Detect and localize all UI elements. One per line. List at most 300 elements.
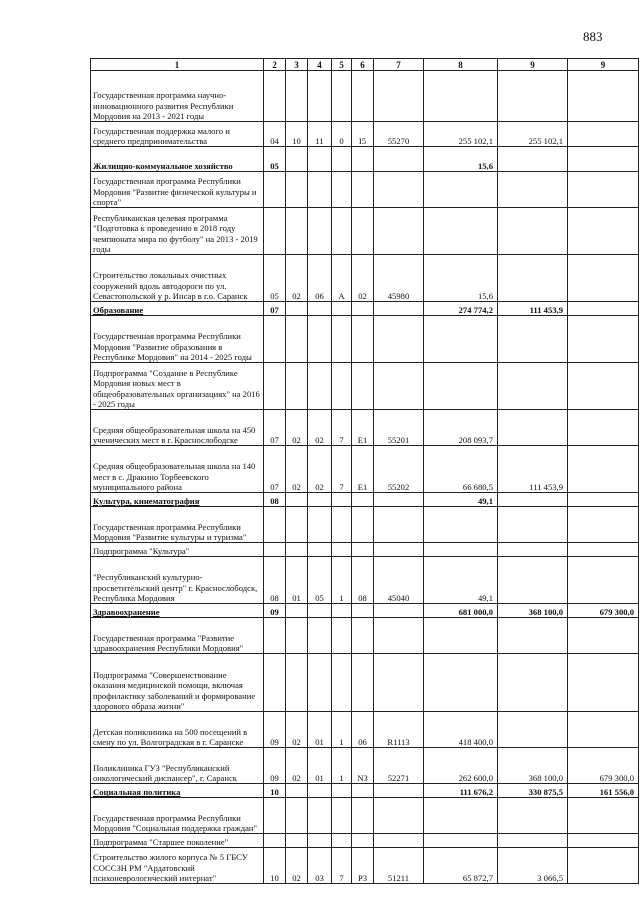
row-value-cell	[332, 493, 352, 507]
row-value-cell	[264, 363, 286, 410]
row-value-cell: E1	[352, 446, 374, 493]
row-name-cell	[91, 122, 264, 147]
table-row	[91, 654, 639, 712]
table-row	[91, 363, 639, 410]
row-value-cell	[568, 712, 639, 748]
row-value-cell	[286, 147, 308, 172]
row-value-cell	[498, 255, 568, 302]
row-value-cell: 09	[264, 712, 286, 748]
row-name-cell	[91, 848, 264, 884]
row-value-cell: 01	[308, 748, 332, 784]
row-value-cell	[352, 147, 374, 172]
row-value-cell	[498, 654, 568, 712]
row-value-cell: 3 066,5	[498, 848, 568, 884]
row-value-cell	[286, 604, 308, 618]
row-value-cell	[264, 507, 286, 543]
row-value-cell	[308, 798, 332, 834]
row-value-cell: 05	[308, 557, 332, 604]
row-value-cell	[352, 784, 374, 798]
row-value-cell	[374, 302, 424, 316]
row-value-cell: 368 100,0	[498, 748, 568, 784]
row-value-cell: 65 872,7	[424, 848, 498, 884]
row-value-cell: 15,6	[424, 147, 498, 172]
row-value-cell	[568, 363, 639, 410]
row-value-cell: 0	[332, 122, 352, 147]
row-value-cell	[308, 784, 332, 798]
row-value-cell	[264, 834, 286, 848]
row-value-cell	[264, 543, 286, 557]
row-value-cell	[568, 798, 639, 834]
row-value-cell	[498, 493, 568, 507]
row-name-text: Жилищно-коммунальное хозяйство	[93, 161, 233, 171]
row-value-cell	[286, 363, 308, 410]
row-value-cell	[498, 410, 568, 446]
row-name-cell	[91, 798, 264, 834]
table-row	[91, 604, 639, 618]
row-value-cell: 08	[264, 493, 286, 507]
table-row	[91, 122, 639, 147]
row-value-cell: 02	[286, 712, 308, 748]
row-value-cell	[286, 798, 308, 834]
row-name-cell	[91, 507, 264, 543]
row-value-cell	[374, 363, 424, 410]
row-name-text: Подпрограмма "Культура"	[93, 546, 190, 556]
row-name-cell	[91, 446, 264, 493]
row-name-text: Образование	[93, 305, 144, 315]
row-value-cell	[286, 834, 308, 848]
row-value-cell	[424, 208, 498, 255]
row-value-cell: 06	[308, 255, 332, 302]
row-value-cell	[424, 507, 498, 543]
row-value-cell	[332, 784, 352, 798]
row-value-cell	[424, 654, 498, 712]
row-value-cell: 02	[308, 446, 332, 493]
row-value-cell: 274 774,2	[424, 302, 498, 316]
row-value-cell: 681 000,0	[424, 604, 498, 618]
row-value-cell	[374, 834, 424, 848]
row-name-cell	[91, 784, 264, 798]
row-value-cell: 111 453,9	[498, 446, 568, 493]
row-name-text: Государственная поддержка малого и среднего предпринимательства	[93, 125, 230, 146]
row-value-cell: 55202	[374, 446, 424, 493]
row-value-cell: 161 556,0	[568, 784, 639, 798]
row-value-cell	[264, 208, 286, 255]
row-value-cell	[498, 618, 568, 654]
row-value-cell	[352, 172, 374, 208]
row-name-text: Здравоохранение	[93, 607, 160, 617]
table-row	[91, 618, 639, 654]
table-row	[91, 316, 639, 363]
row-value-cell: 45040	[374, 557, 424, 604]
table-row	[91, 507, 639, 543]
row-value-cell: 679 300,0	[568, 748, 639, 784]
row-value-cell: 255 102,1	[498, 122, 568, 147]
row-value-cell	[568, 410, 639, 446]
row-value-cell	[264, 316, 286, 363]
row-value-cell	[568, 834, 639, 848]
row-value-cell: 111 453,9	[498, 302, 568, 316]
table-row	[91, 557, 639, 604]
row-value-cell	[332, 618, 352, 654]
row-value-cell	[308, 172, 332, 208]
header-cell: 2	[264, 59, 286, 71]
row-value-cell	[498, 208, 568, 255]
header-cell: 9	[568, 59, 639, 71]
row-value-cell: 49,1	[424, 493, 498, 507]
header-cell: 7	[374, 59, 424, 71]
row-value-cell	[424, 71, 498, 122]
row-value-cell: 51211	[374, 848, 424, 884]
row-value-cell	[352, 618, 374, 654]
row-value-cell: А	[332, 255, 352, 302]
table-row	[91, 848, 639, 884]
row-value-cell: 02	[308, 410, 332, 446]
row-value-cell: 02	[286, 748, 308, 784]
row-name-text: Поликлиника ГУЗ "Республиканский онкологический диспансер", г. Саранск	[93, 762, 237, 783]
row-value-cell	[308, 654, 332, 712]
row-value-cell	[498, 147, 568, 172]
row-value-cell	[568, 507, 639, 543]
header-cell: 4	[308, 59, 332, 71]
row-value-cell	[352, 71, 374, 122]
row-value-cell	[352, 654, 374, 712]
page-number: 883	[583, 29, 603, 44]
row-value-cell	[374, 654, 424, 712]
row-value-cell	[286, 784, 308, 798]
row-value-cell: 52271	[374, 748, 424, 784]
row-value-cell	[308, 493, 332, 507]
row-value-cell	[568, 618, 639, 654]
row-value-cell	[352, 507, 374, 543]
row-name-text: Подпрограмма "Создание в Республике Мордовия новых мест в общеобразовательных организациях" на 2016 - 2025 годы	[93, 367, 260, 409]
row-value-cell: N3	[352, 748, 374, 784]
row-value-cell	[374, 507, 424, 543]
table-row	[91, 798, 639, 834]
row-value-cell	[264, 654, 286, 712]
table-row	[91, 543, 639, 557]
row-value-cell	[286, 507, 308, 543]
row-name-cell	[91, 618, 264, 654]
row-value-cell	[332, 654, 352, 712]
row-value-cell	[308, 302, 332, 316]
table-row	[91, 410, 639, 446]
row-value-cell	[568, 316, 639, 363]
row-value-cell	[568, 208, 639, 255]
row-value-cell	[308, 507, 332, 543]
row-value-cell: 255 102,1	[424, 122, 498, 147]
row-value-cell: 330 875,5	[498, 784, 568, 798]
row-value-cell	[374, 208, 424, 255]
row-value-cell	[308, 316, 332, 363]
row-name-text: Подпрограмма "Старшее поколение"	[93, 837, 229, 847]
header-cell: 1	[91, 59, 264, 71]
row-name-cell	[91, 543, 264, 557]
row-name-text: Детская поликлиника на 500 посещений в смену по ул. Волгоградская в г. Саранске	[93, 726, 248, 747]
row-value-cell	[286, 316, 308, 363]
row-value-cell	[374, 618, 424, 654]
row-value-cell: 07	[264, 410, 286, 446]
row-name-cell	[91, 208, 264, 255]
row-value-cell	[568, 848, 639, 884]
row-value-cell	[498, 507, 568, 543]
row-value-cell: 7	[332, 446, 352, 493]
row-value-cell	[286, 618, 308, 654]
row-value-cell	[332, 316, 352, 363]
row-value-cell	[568, 557, 639, 604]
row-value-cell	[264, 172, 286, 208]
row-name-cell	[91, 604, 264, 618]
table-row	[91, 71, 639, 122]
row-value-cell	[308, 147, 332, 172]
row-name-text: Государственная программа научно-инновационного развития Республики Мордовия на 2013 - 2021 годы	[93, 90, 234, 121]
row-name-text: "Республиканский культурно-просветительский центр" г. Краснослободск, Республика Мордовия	[93, 572, 258, 603]
row-value-cell	[568, 493, 639, 507]
table-row	[91, 446, 639, 493]
header-cell: 3	[286, 59, 308, 71]
row-value-cell	[352, 543, 374, 557]
row-value-cell	[332, 71, 352, 122]
row-value-cell: 10	[264, 848, 286, 884]
row-name-text: Республиканская целевая программа "Подготовка к проведению в 2018 году чемпионата мира по футболу" на 2013 - 2019 годы	[93, 212, 258, 254]
row-value-cell	[568, 122, 639, 147]
row-value-cell: 262 600,0	[424, 748, 498, 784]
row-value-cell: 45980	[374, 255, 424, 302]
row-value-cell: 01	[308, 712, 332, 748]
row-value-cell: 09	[264, 748, 286, 784]
row-value-cell	[264, 798, 286, 834]
row-name-cell	[91, 748, 264, 784]
row-name-cell	[91, 255, 264, 302]
row-value-cell: 05	[264, 147, 286, 172]
row-name-text: Социальная политика	[93, 787, 181, 797]
row-value-cell	[424, 618, 498, 654]
table-body	[91, 71, 639, 884]
table-row	[91, 147, 639, 172]
header-cell: 9	[498, 59, 568, 71]
row-value-cell: E1	[352, 410, 374, 446]
row-value-cell	[352, 316, 374, 363]
row-value-cell	[308, 363, 332, 410]
row-value-cell: 01	[286, 557, 308, 604]
row-value-cell: 06	[352, 712, 374, 748]
row-value-cell: 03	[308, 848, 332, 884]
row-value-cell	[424, 834, 498, 848]
row-value-cell	[498, 834, 568, 848]
row-value-cell	[352, 363, 374, 410]
row-value-cell	[568, 172, 639, 208]
row-value-cell: 15,6	[424, 255, 498, 302]
row-value-cell: 1	[332, 748, 352, 784]
row-value-cell: 368 100,0	[498, 604, 568, 618]
row-name-cell	[91, 302, 264, 316]
row-value-cell	[498, 798, 568, 834]
row-value-cell: 09	[264, 604, 286, 618]
row-value-cell: P3	[352, 848, 374, 884]
row-value-cell	[352, 493, 374, 507]
row-value-cell	[498, 71, 568, 122]
row-value-cell	[374, 543, 424, 557]
row-value-cell: 7	[332, 848, 352, 884]
row-value-cell	[352, 798, 374, 834]
row-name-cell	[91, 363, 264, 410]
row-value-cell: 1	[332, 557, 352, 604]
row-name-cell	[91, 834, 264, 848]
row-value-cell: 1	[332, 712, 352, 748]
row-value-cell	[286, 71, 308, 122]
table-row	[91, 172, 639, 208]
row-value-cell: 02	[352, 255, 374, 302]
row-name-cell	[91, 712, 264, 748]
row-value-cell	[498, 557, 568, 604]
row-value-cell	[286, 654, 308, 712]
row-value-cell	[286, 172, 308, 208]
row-value-cell: 02	[286, 255, 308, 302]
row-value-cell	[308, 208, 332, 255]
row-value-cell	[308, 543, 332, 557]
row-value-cell	[568, 654, 639, 712]
row-name-cell	[91, 71, 264, 122]
row-value-cell	[374, 784, 424, 798]
row-value-cell	[332, 302, 352, 316]
row-value-cell	[424, 363, 498, 410]
row-value-cell	[424, 543, 498, 557]
row-value-cell: 208 093,7	[424, 410, 498, 446]
row-name-cell	[91, 557, 264, 604]
row-value-cell: 02	[286, 446, 308, 493]
table-row	[91, 748, 639, 784]
row-value-cell: 02	[286, 848, 308, 884]
row-name-text: Средняя общеобразовательная школа на 450 ученических мест в г. Краснослободске	[93, 424, 256, 445]
row-value-cell: 11	[308, 122, 332, 147]
row-name-cell	[91, 654, 264, 712]
row-value-cell	[286, 208, 308, 255]
table-row	[91, 784, 639, 798]
row-name-text: Государственная программа Республики Мордовия "Развитие физической культуры и спорта"	[93, 176, 257, 207]
row-value-cell	[374, 316, 424, 363]
row-value-cell	[308, 834, 332, 848]
row-value-cell	[374, 604, 424, 618]
row-value-cell	[374, 798, 424, 834]
row-value-cell: 111 676,2	[424, 784, 498, 798]
row-value-cell	[332, 604, 352, 618]
row-value-cell	[498, 712, 568, 748]
budget-table	[90, 58, 639, 884]
row-value-cell	[308, 604, 332, 618]
row-value-cell	[332, 798, 352, 834]
row-name-text: Средняя общеобразовательная школа на 140 мест в с. Дракино Торбеевского муниципального района	[93, 461, 256, 492]
row-value-cell: 66 680,5	[424, 446, 498, 493]
table-row	[91, 302, 639, 316]
row-name-cell	[91, 493, 264, 507]
row-name-cell	[91, 410, 264, 446]
row-value-cell	[568, 255, 639, 302]
row-value-cell	[332, 172, 352, 208]
table-header	[91, 59, 639, 71]
row-value-cell	[374, 71, 424, 122]
row-value-cell: 10	[264, 784, 286, 798]
row-value-cell	[286, 302, 308, 316]
row-value-cell	[286, 543, 308, 557]
row-value-cell	[374, 172, 424, 208]
table-row	[91, 712, 639, 748]
row-value-cell: 55270	[374, 122, 424, 147]
row-value-cell	[498, 543, 568, 557]
row-value-cell	[332, 543, 352, 557]
row-value-cell	[568, 71, 639, 122]
row-value-cell	[308, 618, 332, 654]
row-value-cell: 679 300,0	[568, 604, 639, 618]
row-name-text: Государственная программа Республики Мордовия "Развитие культуры и туризма"	[93, 521, 247, 542]
row-value-cell: 418 400,0	[424, 712, 498, 748]
row-value-cell	[264, 618, 286, 654]
row-value-cell: R1113	[374, 712, 424, 748]
row-value-cell	[374, 147, 424, 172]
row-value-cell	[568, 302, 639, 316]
row-value-cell: 49,1	[424, 557, 498, 604]
row-value-cell	[332, 834, 352, 848]
row-value-cell	[264, 71, 286, 122]
row-value-cell: I5	[352, 122, 374, 147]
row-value-cell	[352, 208, 374, 255]
row-name-text: Подпрограмма "Совершенствование оказания медицинской помощи, включая профилактику заболеваний и формирование здорового образа жизни"	[93, 669, 256, 711]
row-name-text: Культура, кинематография	[93, 496, 200, 506]
row-value-cell: 10	[286, 122, 308, 147]
row-value-cell: 55201	[374, 410, 424, 446]
row-value-cell	[352, 302, 374, 316]
row-value-cell: 05	[264, 255, 286, 302]
table-row	[91, 255, 639, 302]
row-value-cell	[352, 834, 374, 848]
row-name-text: Строительство жилого корпуса № 5 ГБСУ СОССЗН РМ "Ардатовский психоневрологический интернат"	[93, 852, 248, 883]
row-value-cell	[498, 363, 568, 410]
header-cell: 8	[424, 59, 498, 71]
table-row	[91, 493, 639, 507]
table-row	[91, 834, 639, 848]
row-value-cell: 07	[264, 302, 286, 316]
row-name-text: Строительство локальных очистных сооружений вдоль автодороги по ул. Севастопольской у р. Инсар в г.о. Саранск	[93, 270, 248, 301]
row-value-cell: 02	[286, 410, 308, 446]
row-value-cell	[424, 172, 498, 208]
row-value-cell	[568, 147, 639, 172]
row-value-cell	[568, 543, 639, 557]
row-value-cell	[424, 798, 498, 834]
row-name-cell	[91, 172, 264, 208]
row-value-cell	[286, 493, 308, 507]
row-value-cell	[332, 147, 352, 172]
row-name-text: Государственная программа Республики Мордовия "Социальная поддержка граждан"	[93, 812, 257, 833]
row-value-cell	[424, 316, 498, 363]
row-value-cell: 7	[332, 410, 352, 446]
row-value-cell: 04	[264, 122, 286, 147]
row-value-cell	[568, 446, 639, 493]
row-name-text: Государственная программа Республики Мордовия "Развитие образования в Республике Мордовия" на 2014 - 2025 годы	[93, 331, 252, 362]
row-value-cell	[498, 172, 568, 208]
row-value-cell	[374, 493, 424, 507]
row-name-cell	[91, 147, 264, 172]
row-value-cell	[332, 208, 352, 255]
row-name-text: Государственная программа "Развитие здравоохранения Республики Мордовия"	[93, 632, 244, 653]
table-row	[91, 208, 639, 255]
row-value-cell: 08	[264, 557, 286, 604]
row-value-cell: 08	[352, 557, 374, 604]
row-value-cell: 07	[264, 446, 286, 493]
row-value-cell	[498, 316, 568, 363]
row-value-cell	[332, 363, 352, 410]
row-name-cell	[91, 316, 264, 363]
row-value-cell	[352, 604, 374, 618]
header-cell: 6	[352, 59, 374, 71]
header-cell: 5	[332, 59, 352, 71]
